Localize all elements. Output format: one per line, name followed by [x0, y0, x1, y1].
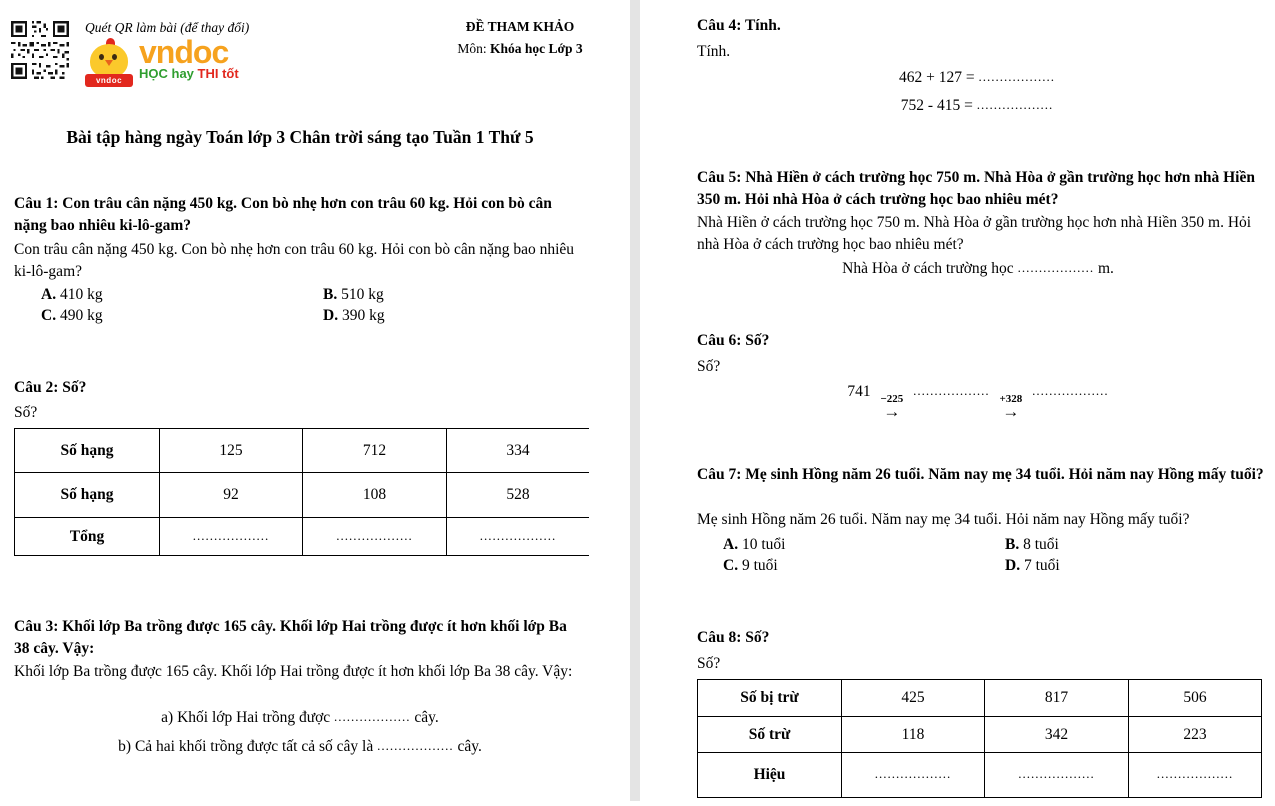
table-cell: 223	[1129, 717, 1262, 753]
fill-in-suffix: cây.	[414, 709, 439, 726]
q7-options	[723, 535, 1275, 576]
logo-ribbon: vndoc	[85, 74, 133, 87]
table-row	[15, 518, 590, 556]
fill-in-suffix: m.	[1097, 260, 1114, 277]
q8-heading: Câu 8: Số?	[697, 629, 770, 646]
exam-header	[410, 19, 630, 57]
answer-blank: ..................	[192, 527, 270, 543]
q5-answer-line	[697, 257, 1259, 280]
q1-heading: Câu 1: Con trâu cân nặng 450 kg. Con bò nhẹ hơn con trâu 60 kg. Hỏi con bò cân nặng bao nhiêu ki-lô-gam?	[14, 195, 552, 234]
option-text: 490 kg	[59, 306, 103, 324]
q4-heading: Câu 4: Tính.	[697, 17, 781, 34]
arrow-operation-label: +328	[999, 393, 1023, 405]
q3-line-a	[14, 706, 586, 729]
q3-body: Khối lớp Ba trồng được 165 cây. Khối lớp Hai trồng được ít hơn khối lớp Ba 38 cây. Vậy:	[14, 663, 573, 680]
q4-equation-1	[697, 66, 1257, 88]
exam-type: ĐỀ THAM KHẢO	[465, 19, 575, 34]
exam-subject	[410, 41, 630, 57]
option-text: 10 tuổi	[741, 536, 786, 553]
option-label: D.	[323, 306, 339, 324]
qr-code-icon	[11, 18, 69, 87]
q1-option-a	[41, 285, 323, 306]
answer-blank: ..................	[336, 527, 413, 543]
qr-caption: Quét QR làm bài (để thay đổi)	[85, 20, 250, 35]
answer-blank: ..................	[978, 69, 1055, 84]
q7-option-d	[1005, 556, 1275, 577]
table-cell: 334	[447, 429, 590, 473]
table-cell: 712	[303, 429, 447, 473]
table-cell: 92	[160, 473, 303, 518]
logo-tagline-green: HỌC hay	[139, 66, 194, 81]
option-text: 8 tuổi	[1023, 536, 1059, 553]
page-2	[640, 0, 1275, 806]
answer-blank: ..................	[913, 383, 990, 398]
q1-option-b	[323, 285, 605, 306]
option-text: 410 kg	[59, 286, 103, 303]
table-cell: 342	[985, 717, 1129, 753]
logo-tagline-red: THI tốt	[197, 66, 239, 81]
q7-option-c	[723, 556, 1005, 577]
mascot-beak	[105, 60, 113, 66]
vndoc-mascot-icon	[83, 38, 135, 88]
table-row	[698, 753, 1262, 798]
page-1	[0, 0, 630, 806]
table-cell	[303, 518, 447, 556]
fill-in-prefix: Nhà Hòa ở cách trường học	[842, 260, 1014, 277]
equation-text: 462 + 127 =	[899, 69, 975, 86]
q3-heading: Câu 3: Khối lớp Ba trồng được 165 cây. Khối lớp Hai trồng được ít hơn khối lớp Ba 38 cây. Vậy:	[14, 618, 567, 657]
option-text: 9 tuổi	[741, 556, 778, 574]
option-label: A.	[41, 286, 57, 303]
q6-body: Số?	[697, 358, 721, 375]
option-text: 7 tuổi	[1023, 556, 1060, 574]
logo-tagline	[139, 66, 239, 81]
table-cell: 118	[842, 717, 985, 753]
table-cell	[160, 518, 303, 556]
q1-option-c	[41, 306, 323, 327]
option-label: C.	[723, 556, 739, 574]
q1-option-d	[323, 306, 605, 327]
table-row	[698, 717, 1262, 753]
right-arrow-icon: →	[883, 402, 901, 421]
mascot-eye	[99, 54, 104, 60]
option-label: B.	[1005, 536, 1020, 553]
q6-expression	[697, 383, 1259, 419]
table-cell: Hiệu	[698, 753, 842, 798]
option-text: 390 kg	[341, 306, 385, 324]
page-gutter	[630, 0, 640, 801]
table-cell: Số hạng	[15, 473, 160, 518]
table-cell: Tổng	[15, 518, 160, 556]
table-cell: 125	[160, 429, 303, 473]
fill-in-prefix: b) Cả hai khối trồng được tất cả số cây là	[118, 738, 374, 755]
answer-blank: ..................	[334, 709, 411, 724]
q6-arrow-2	[1000, 394, 1023, 419]
q5-heading: Câu 5: Nhà Hiền ở cách trường học 750 m. Nhà Hòa ở gần trường học hơn nhà Hiền 350 m. Hỏi nhà Hòa ở cách trường học bao nhiêu mét?	[697, 169, 1255, 208]
table-row	[15, 473, 590, 518]
q2-body: Số?	[14, 404, 38, 421]
q6-heading: Câu 6: Số?	[697, 332, 770, 349]
table-cell: 506	[1129, 680, 1262, 717]
page-title: Bài tập hàng ngày Toán lớp 3 Chân trời sáng tạo Tuần 1 Thứ 5	[66, 127, 534, 147]
q8-table	[697, 679, 1262, 798]
table-cell: 817	[985, 680, 1129, 717]
q1-options	[41, 285, 605, 326]
table-row	[698, 680, 1262, 717]
table-row	[15, 429, 590, 473]
answer-blank: ..................	[874, 766, 952, 781]
answer-blank: ..................	[1032, 383, 1109, 398]
answer-blank: ..................	[1156, 766, 1234, 781]
option-label: A.	[723, 536, 739, 553]
right-arrow-icon: →	[1002, 402, 1020, 421]
answer-blank: ..................	[479, 527, 557, 543]
logo-brand-text: vndoc	[139, 34, 229, 70]
q1-body: Con trâu cân nặng 450 kg. Con bò nhẹ hơn con trâu 60 kg. Hỏi con bò cân nặng bao nhiêu ki-lô-gam?	[14, 241, 575, 280]
table-cell: Số bị trừ	[698, 680, 842, 717]
option-label: D.	[1005, 556, 1021, 574]
table-cell	[985, 753, 1129, 798]
q6-start-number: 741	[847, 383, 871, 400]
table-cell: 528	[447, 473, 590, 518]
q3-line-b	[14, 735, 586, 758]
q5-body: Nhà Hiền ở cách trường học 750 m. Nhà Hòa ở gần trường học hơn nhà Hiền 350 m. Hỏi nhà Hòa ở cách trường học bao nhiêu mét?	[697, 214, 1252, 253]
q7-body: Mẹ sinh Hồng năm 26 tuổi. Năm nay mẹ 34 tuổi. Hỏi năm nay Hồng mấy tuổi?	[697, 511, 1190, 528]
fill-in-prefix: a) Khối lớp Hai trồng được	[161, 709, 331, 726]
option-label: B.	[323, 286, 338, 303]
table-cell: Số hạng	[15, 429, 160, 473]
q7-option-a	[723, 535, 1005, 556]
table-cell	[1129, 753, 1262, 798]
subject-value: Khóa học Lớp 3	[490, 41, 583, 56]
q7-heading: Câu 7: Mẹ sinh Hồng năm 26 tuổi. Năm nay mẹ 34 tuổi. Hỏi năm nay Hồng mấy tuổi?	[697, 466, 1264, 483]
q8-body: Số?	[697, 655, 721, 672]
q4-body: Tính.	[697, 43, 731, 60]
fill-in-suffix: cây.	[457, 738, 482, 755]
arrow-operation-label: −225	[880, 393, 904, 405]
q2-heading: Câu 2: Số?	[14, 379, 87, 396]
equation-text: 752 - 415 =	[900, 97, 973, 114]
answer-blank: ..................	[1018, 766, 1095, 781]
table-cell	[447, 518, 590, 556]
vndoc-logo	[83, 34, 239, 88]
table-cell	[842, 753, 985, 798]
subject-label: Môn:	[457, 41, 487, 56]
q4-equation-2	[697, 94, 1257, 116]
q2-table	[14, 428, 589, 556]
answer-blank: ..................	[976, 97, 1054, 112]
table-cell: 108	[303, 473, 447, 518]
answer-blank: ..................	[377, 738, 454, 753]
table-cell: Số trừ	[698, 717, 842, 753]
option-text: 510 kg	[341, 286, 384, 303]
option-label: C.	[41, 306, 57, 324]
table-cell: 425	[842, 680, 985, 717]
answer-blank: ..................	[1017, 260, 1095, 275]
q7-option-b	[1005, 535, 1275, 556]
q6-arrow-1	[880, 394, 903, 419]
